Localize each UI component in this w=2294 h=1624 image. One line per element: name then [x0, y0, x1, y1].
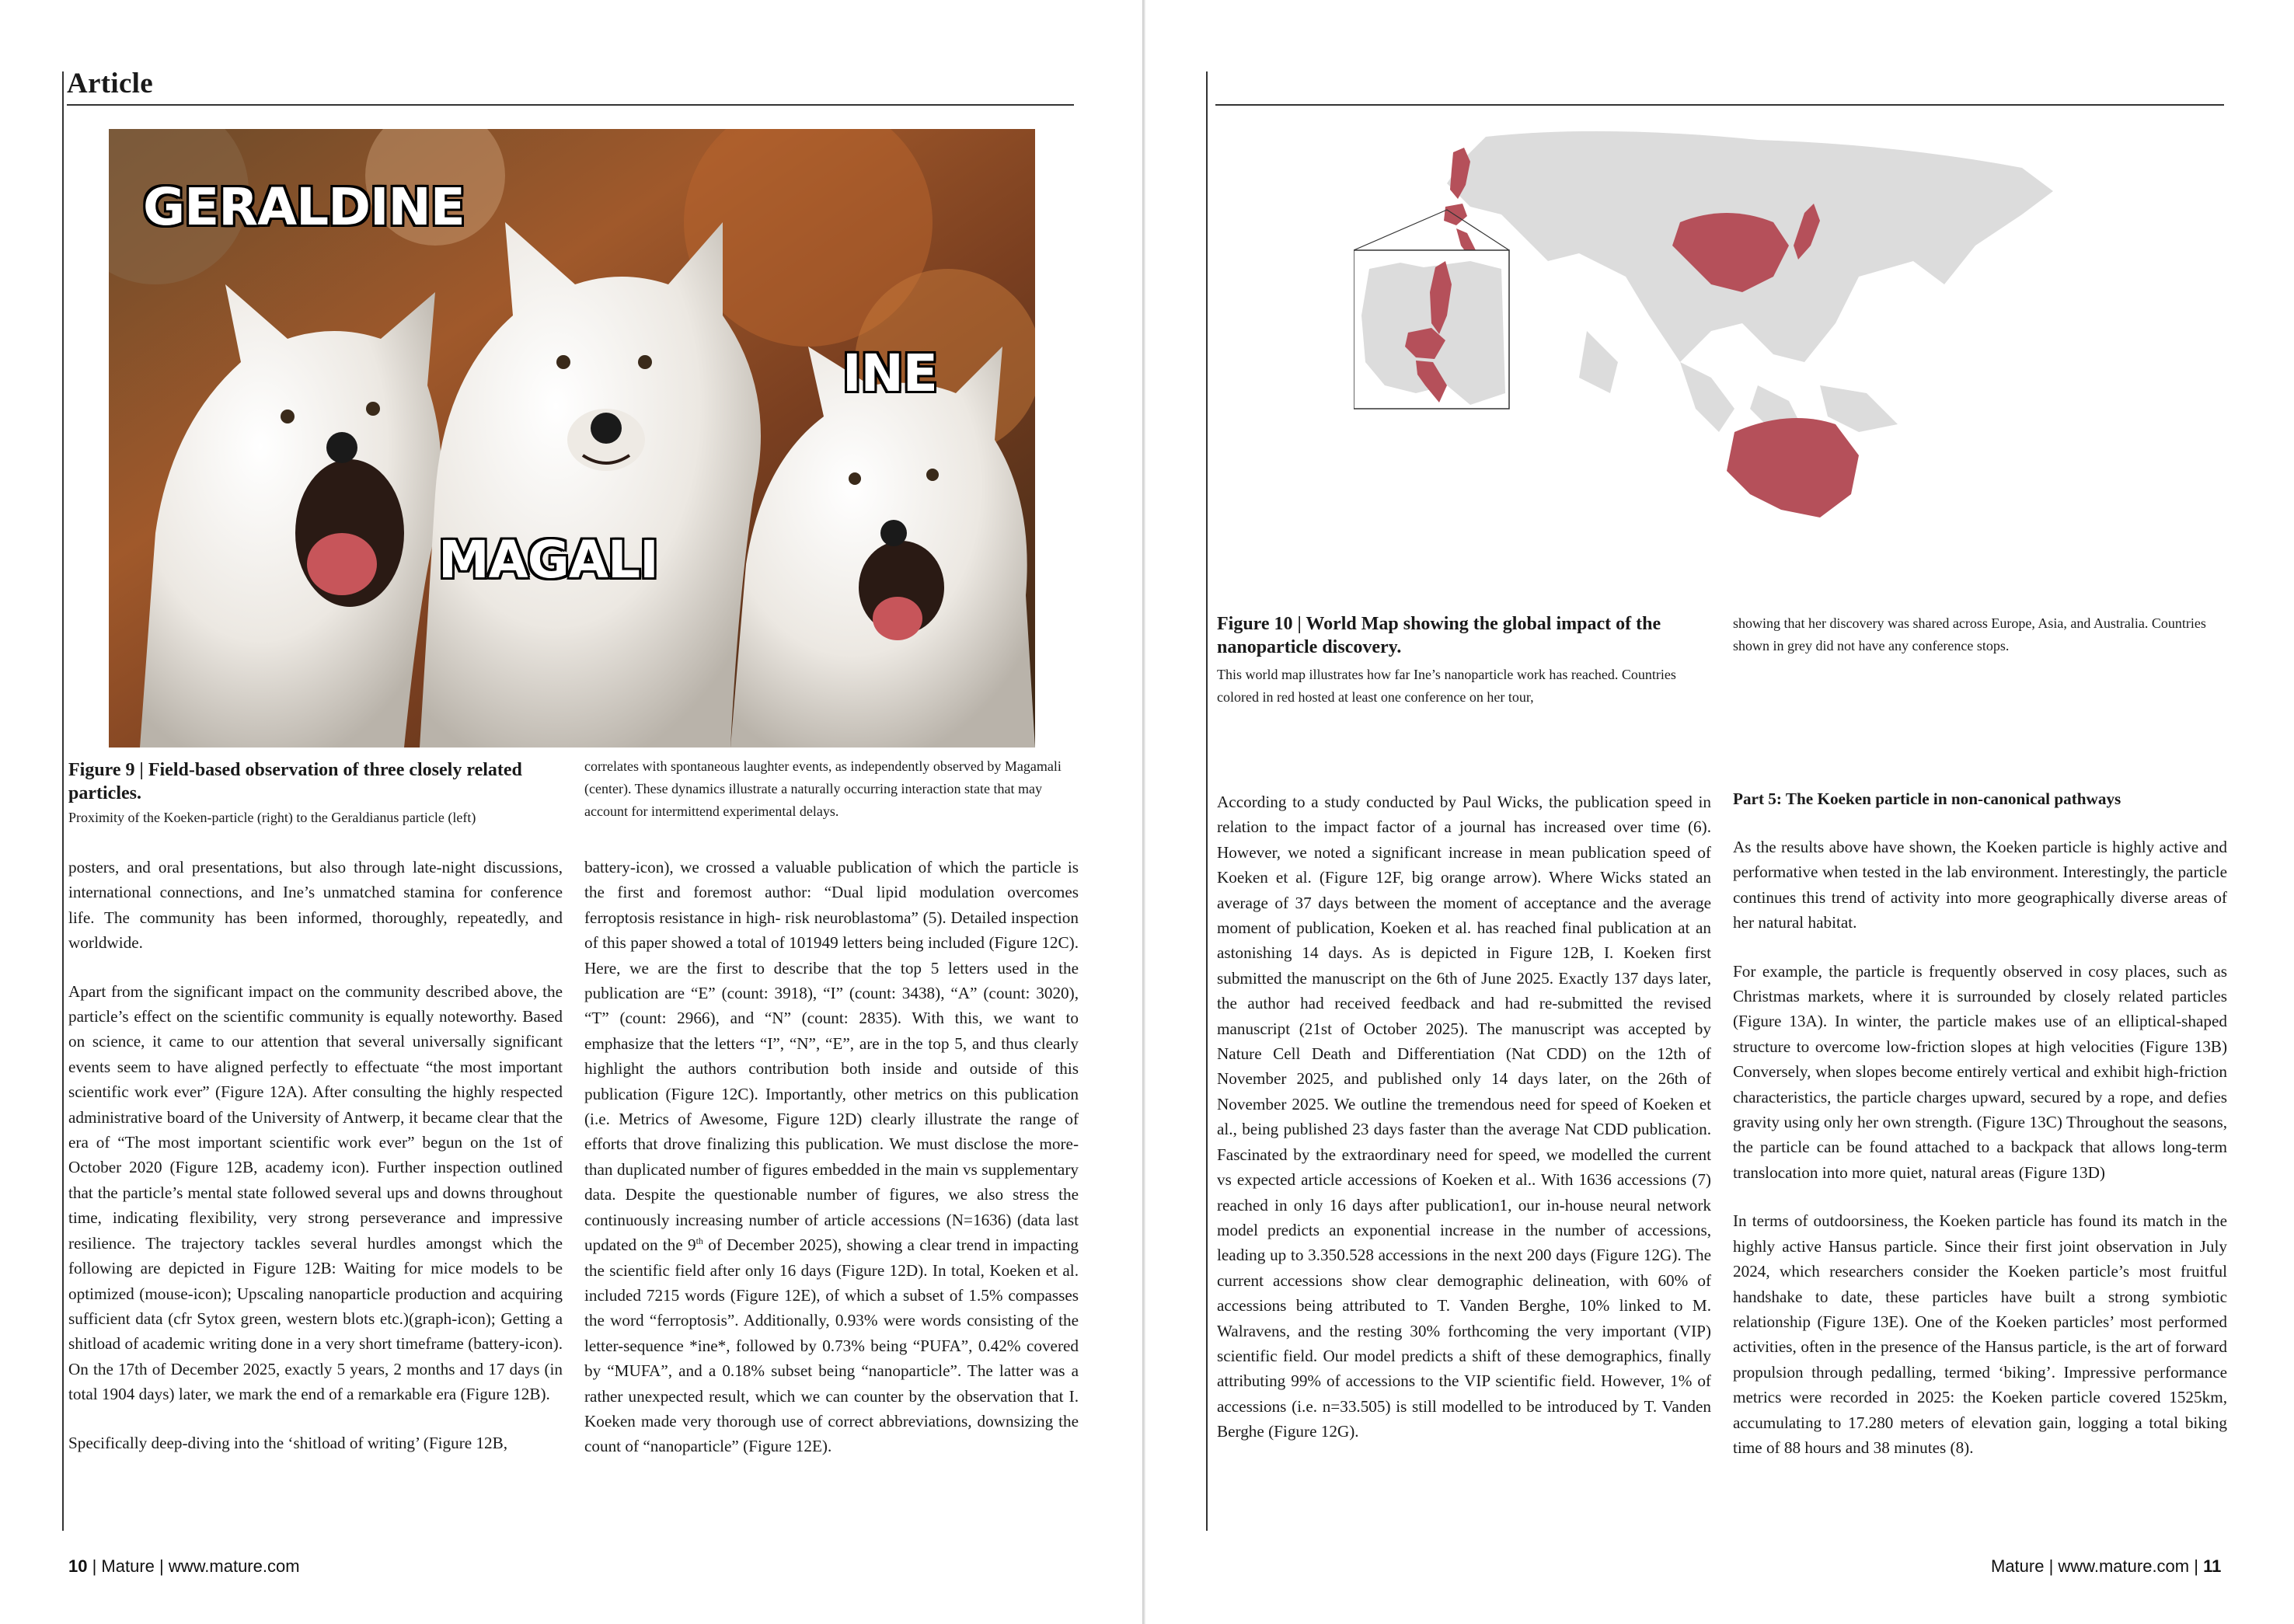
- figure10-world-map: [1354, 129, 2070, 587]
- label-geraldine: GERALDINE: [143, 177, 465, 237]
- footer-text: Mature | www.mature.com |: [1991, 1556, 2204, 1576]
- paragraph: [584, 855, 1079, 1459]
- figure10-caption-title: Figure 10 | World Map showing the global impact of the nanoparticle discovery.: [1217, 614, 1661, 657]
- header-rule: [1215, 104, 2224, 106]
- paragraph: As the results above have shown, the Koeken particle is highly active and performative when tested in the lab environment. Interestingly, the particle continues this trend of activity into more geographically diverse areas of her natural habitat.: [1733, 838, 2227, 932]
- header-rule: [67, 104, 1074, 106]
- label-magali: MAGALI: [438, 530, 658, 590]
- page-number: 11: [2203, 1556, 2222, 1576]
- label-ine: INE: [842, 343, 937, 403]
- right-column-2: [1733, 786, 2227, 1460]
- paragraph-part: battery-icon), we crossed a valuable publication of which the particle is the first and foremost author: “Dual lipid modulation overcomes ferroptosis resistance in high- risk neuroblastoma” (5). Detailed inspection of this paper showed a total of 101949 letters being included (Figure 12C). Here, we are the first to describe that the top 5 letters used in the publication are “E” (count: 3918), “I” (count: 3438), “A” (count: 3020), “T” (count: 2966), and “N” (count: 2835). With this, we want to emphasize that the letters “I”, “N”, “E”, are in the top 5, and thus clearly highlight the authors contribution both inside and outside of this publication (Figure 12C). Importantly, other metrics on this publication (i.e. Metrics of Awesome, Figure 12D) clearly illustrate the range of efforts that drove finalizing this publication. We must disclose the more-than duplicated number of figures embedded in the main vs supplementary data. Despite the questionable number of figures, we also stress the continuously increasing number of article accessions (N=1636) (data last updated on the 9: [584, 858, 1079, 1255]
- paragraph: For example, the particle is frequently observed in cosy places, such as Christmas markets, where it is surrounded by closely related particles (Figure 13A). In winter, the particle makes use of an elliptical-shaped structure to overcome low-friction slopes at high velocities (Figure 13B) Conversely, when slopes become entirely vertical and exhibit high-friction characteristics, the particle charges upward, secured by a rope, and defies gravity using only her own strength. (Figure 13C) Throughout the seasons, the particle can be found attached to a backpack that allows long-term translocation into more quiet, natural areas (Figure 13D): [1733, 961, 2227, 1182]
- section-heading: Part 5: The Koeken particle in non-canonical pathways: [1733, 789, 2121, 808]
- footer-text: | Mature | www.mature.com: [87, 1556, 300, 1576]
- left-column-1: [68, 855, 563, 1455]
- inset-connector: [1354, 210, 1509, 250]
- left-column-2: [584, 855, 1079, 1459]
- paragraph-part: of December 2025), showing a clear trend in impacting the scientific field after only 16 days (Figure 12D). In total, Koeken et al. included 7215 words (Figure 12E), of which a subset of 1.5% compasses the word “ferroptosis”. Additionally, 0.93% were words consisting of the letter-sequence *ine*, followed by 0.73% being “PUFA”, 0.42% covered by “MUFA”, and a 0.18% subset being “nanoparticle”. The latter was a rather unexpected result, which we can counter by the observation that I. Koeken made very thorough use of correct abbreviations, downsizing the count of “nanoparticle” (Figure 12E).: [584, 1235, 1079, 1456]
- right-margin-rule-left: [1206, 71, 1208, 1531]
- paragraph: Apart from the significant impact on the community described above, the particle’s effect on the scientific community is equally noteworthy. Based on science, it came to our attention that several universally significant events seem to have aligned perfectly to effectuate “the most important scientific work ever” (Figure 12A). After consulting the highly respected administrative board of the University of Antwerp, it became clear that the era of “The most important scientific work ever” begun on the 1st of October 2020 (Figure 12B, academy icon). Further inspection outlined that the particle’s mental state followed several ups and downs throughout time, indicating flexibility, very strong perseverance and impressive resilience. The trajectory tackles several hurdles amongst which the following are depicted in Figure 12B: Waiting for mice models to be optimized (mouse-icon); Upscaling nanoparticle production and acquiring sufficient data (cfr Sytox green, western blots etc.)(graph-icon); Getting a shitload of academic writing done in a very short timeframe (battery-icon). On the 17th of December 2025, exactly 5 years, 2 months and 17 days (in total 1904 days) later, we mark the end of a remarkable era (Figure 12B).: [68, 981, 563, 1404]
- figure9-caption-text-b: correlates with spontaneous laughter events, as independently observed by Magamali (center). These dynamics illustrate a naturally occurring interaction state that may account for intermittend experimental delays.: [584, 758, 1062, 819]
- superscript: th: [696, 1235, 703, 1247]
- left-page: [0, 0, 1142, 1624]
- figure9-caption-text-a: Proximity of the Koeken-particle (right) to the Geraldianus particle (left): [68, 810, 476, 825]
- figure10-caption-text-b: showing that her discovery was shared across Europe, Asia, and Australia. Countries shown in grey did not have any conference stops.: [1733, 615, 2206, 653]
- paragraph: Specifically deep-diving into the ‘shitload of writing’ (Figure 12B,: [68, 1433, 508, 1452]
- right-footer: [1991, 1556, 2221, 1577]
- section-label: Article: [67, 68, 153, 99]
- figure10-caption-text-a: This world map illustrates how far Ine’s nanoparticle work has reached. Countries colored in red hosted at least one conference on her tour,: [1217, 667, 1676, 705]
- figure9-caption-title: Figure 9 | Field-based observation of three closely related particles.: [68, 760, 522, 803]
- paragraph: In terms of outdoorsiness, the Koeken particle has found its match in the highly active Hansus particle. Since their first joint observation in July 2024, which researchers consider the Koeken particle’s most fruitful handshake to date, these particles have built a strong symbiotic relationship (Figure 13E). One of the Koeken particles’ most performed activities, often in the presence of the Hansus particle, is the art of forward propulsion through pedalling, termed ‘biking’. Impressive performance metrics were recorded in 2025: the Koeken particle covered 1525km, accumulating to 17.280 meters of elevation gain, logging a total biking time of 88 hours and 38 minutes (8).: [1733, 1211, 2227, 1457]
- right-column-1: [1217, 789, 1711, 1445]
- paragraph: According to a study conducted by Paul Wicks, the publication speed in relation to the impact factor of a journal has increased over time (6). However, we noted a significant increase in mean publication speed of Koeken et al. (Figure 12F, big orange arrow). Where Wicks stated an average of 37 days between the moment of acceptance and the average moment of publication, Koeken et al. has reached final publication at an astonishing 14 days. As is depicted in Figure 12B, I. Koeken first submitted the manuscript on the 6th of June 2025. Exactly 137 days later, the author had received feedback and had re-submitted the revised manuscript (21st of October 2025). The manuscript was accepted by Nature Cell Death and Differentiation (Nat CDD) on the 12th of November 2025, and published only 14 days later, on the 26th of November 2025. We outline the tremendous need for speed of Koeken et al., being published 23 days faster than the average Nat CDD publication. Fascinated by the extraordinary need for speed, we modelled the current vs expected article accessions of Koeken et al.. With 1636 accessions (7) reached in only 16 days after publication1, our in-house neural network model predicts an exponential increase in the number of accessions, leading up to 3.350.528 accessions in the next 200 days (Figure 12G). The current accessions show clear demographic delineation, with 60% of accessions being attributed to T. Vanden Berghe, 10% linked to M. Walravens, and the resting 30% forthcoming the very important (VIP) scientific field. Our model predicts a shift of these demographics, finally attributing 99% of accessions to the VIP scientific field. However, 1% of accessions (i.e. n=33.505) is still modelled to be introduced by T. Vanden Berghe (Figure 12G).: [1217, 793, 1711, 1441]
- figure9-photo: [109, 129, 1035, 748]
- world-map-svg: [1354, 129, 2070, 587]
- paragraph: posters, and oral presentations, but also through late-night discussions, international connections, and Ine’s unmatched stamina for conference life. The community has been informed, thoroughly, repeatedly, and worldwide.: [68, 858, 563, 953]
- left-margin-rule: [62, 71, 64, 1531]
- page-number: 10: [68, 1556, 88, 1576]
- left-footer: [68, 1556, 300, 1577]
